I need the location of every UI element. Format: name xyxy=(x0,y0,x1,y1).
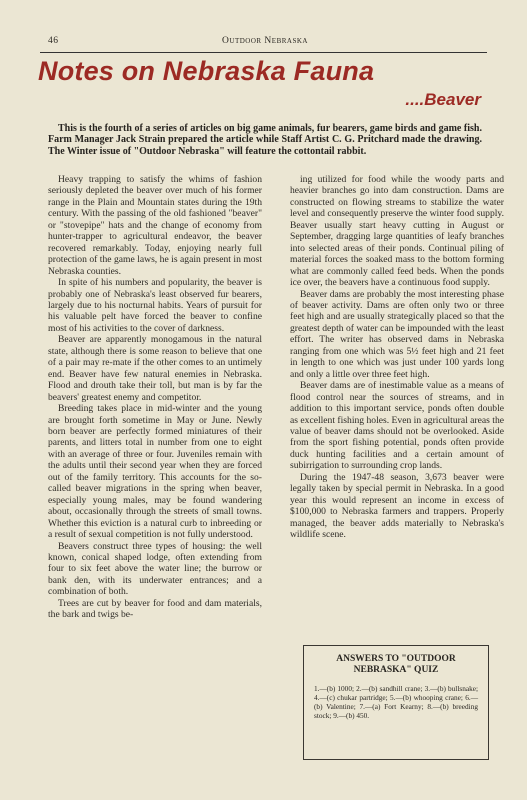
paragraph: Beaver dams are probably the most interesting phase of beaver activity. Dams are often only two or three feet high and are usually strategically placed so that the greatest depth of water can be impounded with the least effort. The writer has observed dams in Nebraska ranging from one which was 5½ feet high and 21 feet in length to one which was just under 100 yards long and only a little over three feet high. xyxy=(290,288,504,380)
paragraph: Beaver dams are of inestimable value as a means of flood control near the sources of streams, and in addition to this important service, ponds often double as excellent fishing holes. Even in agricultural areas the value of beaver dams should not be overlooked. Aside from the sport fishing potential, ponds often provide duck hunting facilities and a certain amount of subirrigation to surrounding crop lands. xyxy=(290,380,504,472)
paragraph: Breeding takes place in mid-winter and the young are brought forth sometime in May or June. Newly born beaver are perfectly formed miniatures of their parents, and litters total in number from one to eight with an average of three or four. Juveniles remain with the adults until their second year when they are forced out of the family territory. This accounts for the so-called beaver migrations in the spring when beaver, especially young males, may be found wandering about, occasionally through the streets of small towns. Whether this eviction is a natural curb to inbreeding or a result of sexual competition is not fully understood. xyxy=(48,403,262,541)
paragraph: Beavers construct three types of housing: the well known, conical shaped lodge, often extending from four to six feet above the water line; the burrow or bank den, with its underwater entrances; and a combination of both. xyxy=(48,540,262,598)
quiz-answers: 1.—(b) 1000; 2.—(b) sandhill crane; 3.—(b) bullsnake; 4.—(c) chukar partridge; 5.—(b) whooping crane; 6.—(b) Valentine; 7.—(a) Fort Kearny; 8.—(b) breeding stock; 9.—(b) 450. xyxy=(314,684,478,720)
quiz-answers-box xyxy=(303,645,489,760)
paragraph: Trees are cut by beaver for food and dam materials, the bark and twigs be- xyxy=(48,597,262,621)
paragraph: ing utilized for food while the woody parts and heavier branches go into dam construction. Dams are constructed on flowing streams to stabilize the water level and consequently preserve the winter food supply. Beaver usually start heavy cutting in August or September, dragging large quantities of leafy branches into selected areas of their ponds. Continual piling of material forces the soaked mass to the bottom forming what are commonly called feed beds. When the ponds ice over, the beavers have a continuous food supply. xyxy=(290,174,504,289)
right-column xyxy=(290,174,504,541)
paragraph: During the 1947-48 season, 3,673 beaver were legally taken by special permit in Nebraska. In a good year this would represent an income in excess of $100,000 to Nebraska farmers and trappers. Properly managed, the beaver adds materially to Nebraska's wildlife scene. xyxy=(290,471,504,541)
article-subtitle: ....Beaver xyxy=(405,90,481,109)
magazine-name: Outdoor Nebraska xyxy=(222,36,308,46)
article-intro: This is the fourth of a series of articles on big game animals, fur bearers, game birds and game fish. Farm Manager Jack Strain prepared the article while Staff Artist C. G. Pritchard made the drawing. The Winter issue of "Outdoor Nebraska" will feature the cottontail rabbit. xyxy=(48,123,482,157)
paragraph: Beaver are apparently monogamous in the natural state, although there is some reason to believe that one of a pair may re-mate if the other comes to an untimely end. Beaver have few natural enemies in Nebraska. Flood and drouth take their toll, but man is by far the beavers' greatest enemy and competitor. xyxy=(48,334,262,403)
article-title: Notes on Nebraska Fauna xyxy=(38,56,375,86)
page-number: 46 xyxy=(48,36,59,46)
header-rule xyxy=(40,52,487,53)
paragraph: Heavy trapping to satisfy the whims of fashion seriously depleted the beaver over much of his former range in the Plain and Mountain states during the 19th century. With the passing of the old fashioned "beaver" or "stovepipe" hats and the change of economy from hunter-trapper to agricultural endeavor, the beaver recovered remarkably. Today, enjoying nearly full protection of the game laws, he is again present in most Nebraska counties. xyxy=(48,174,262,277)
paragraph: In spite of his numbers and popularity, the beaver is probably one of Nebraska's least observed fur bearers, largely due to his nocturnal habits. Years of pursuit for his valuable pelt have forced the beaver to confine most of his activities to the cover of darkness. xyxy=(48,277,262,334)
left-column xyxy=(48,174,262,621)
quiz-title: ANSWERS TO "OUTDOOR NEBRASKA" QUIZ xyxy=(336,654,456,675)
